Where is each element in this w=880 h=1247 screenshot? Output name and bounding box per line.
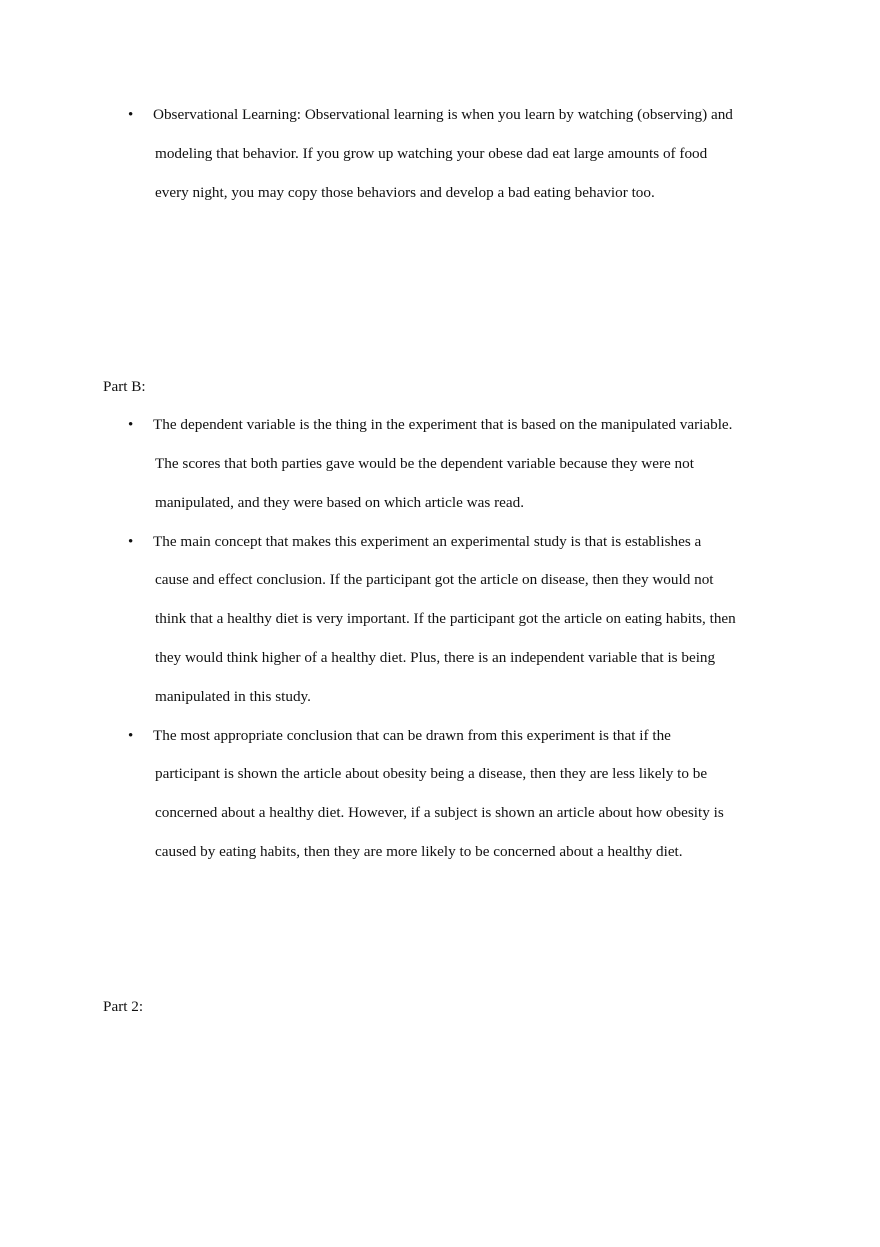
bullet-text xyxy=(153,717,778,872)
text-line: The scores that both parties gave would be the dependent variable because they were not xyxy=(155,454,694,472)
text-line: The most appropriate conclusion that can be drawn from this experiment is that if the xyxy=(153,726,671,744)
text-line: they would think higher of a healthy diet. Plus, there is an independent variable that is being xyxy=(155,648,716,666)
text-line: The main concept that makes this experiment an experimental study is that is establishes a xyxy=(153,532,702,550)
text-line: manipulated in this study. xyxy=(155,687,311,705)
part-2-heading: Part 2: xyxy=(103,998,144,1015)
bullet-text xyxy=(153,406,778,522)
text-line: concerned about a healthy diet. However, if a subject is shown an article about how obesity is xyxy=(155,804,724,822)
bullet-text xyxy=(153,523,778,717)
text-line: Observational Learning: Observational learning is when you learn by watching (observing) and xyxy=(153,106,733,123)
bullet-marker: • xyxy=(128,107,134,123)
text-line: caused by eating habits, then they are more likely to be concerned about a healthy diet. xyxy=(155,842,683,860)
text-line: think that a healthy diet is very important. If the participant got the article on eating habits, then xyxy=(155,610,736,628)
text-line: every night, you may copy those behaviors and develop a bad eating behavior too. xyxy=(155,183,655,201)
text-line: modeling that behavior. If you grow up watching your obese dad eat large amounts of food xyxy=(155,144,708,162)
text-line: manipulated, and they were based on which article was read. xyxy=(155,493,524,511)
text-line: The dependent variable is the thing in the experiment that is based on the manipulated variable. xyxy=(153,416,733,433)
bullet-marker: • xyxy=(128,417,134,433)
text-line: participant is shown the article about obesity being a disease, then they are less likely to be xyxy=(155,765,708,783)
bullet-marker: • xyxy=(128,533,134,550)
bullet-marker: • xyxy=(128,727,134,744)
text-line: cause and effect conclusion. If the participant got the article on disease, then they would not xyxy=(155,571,714,589)
bullet-text xyxy=(153,96,778,212)
part-b-heading: Part B: xyxy=(103,378,146,395)
